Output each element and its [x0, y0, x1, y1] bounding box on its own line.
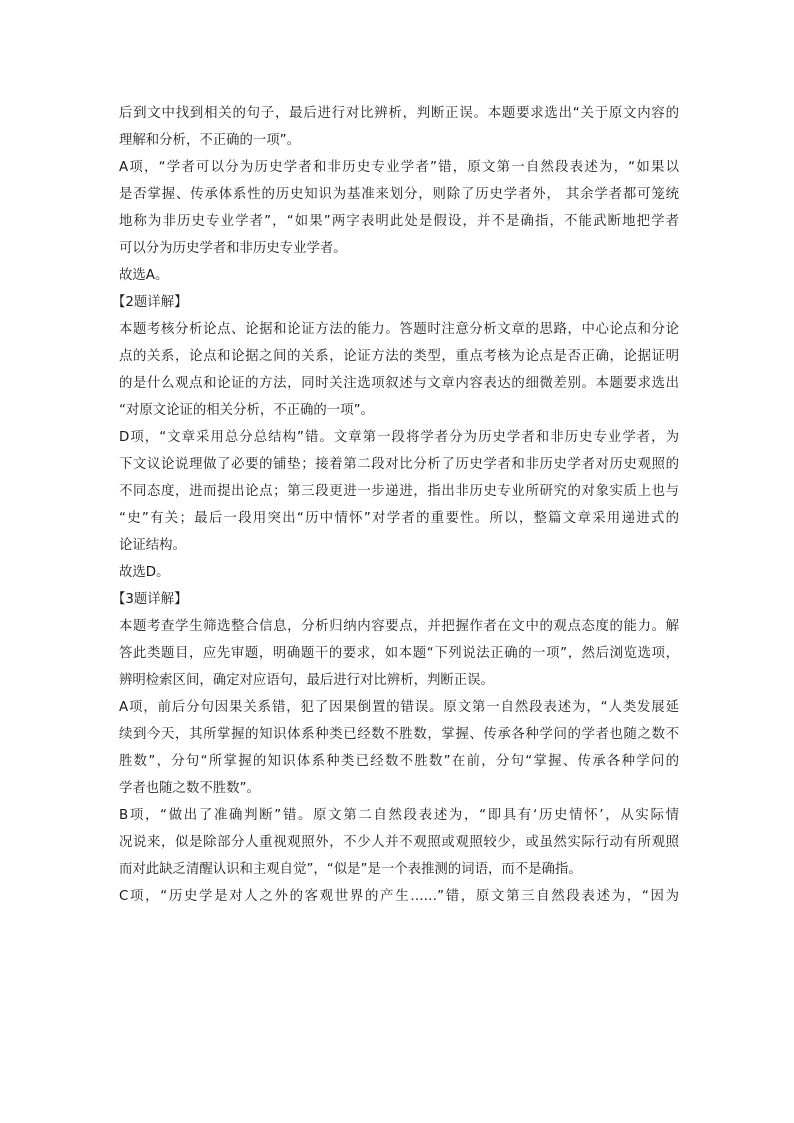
text-line: 故选D。	[119, 565, 170, 580]
text-line: “对原文论证的相关分析，不正确的一项”。	[119, 403, 374, 418]
text-line: 辨明检索区间，确定对应语句，最后进行对比辨析，判断正误。	[119, 673, 494, 688]
text-line: 下文议论说理做了必要的铺垫；接着第二段对比分析了历史学者和非历史学者对历史观照的	[119, 457, 679, 472]
text-line: 的是什么观点和论证的方法，同时关注选项叙述与文章内容表达的细微差别。本题要求选出	[119, 376, 679, 391]
text-line: 胜数”，分句“所掌握的知识体系种类已经数不胜数”在前，分句“掌握、传承各种学问的	[119, 754, 679, 769]
text-line: D项，“文章采用总分总结构”错。文章第一段将学者分为历史学者和非历史专业学者，为	[119, 430, 679, 445]
text-line: A项，“学者可以分为历史学者和非历史专业学者”错，原文第一自然段表述为，“如果以	[119, 160, 679, 175]
text-line: 而对此缺乏清醒认识和主观自觉”，“似是”是一个表推测的词语，而不是确指。	[119, 862, 582, 877]
text-line: 点的关系，论点和论据之间的关系，论证方法的类型，重点考核为论点是否正确，论据证明	[119, 349, 679, 364]
text-line: 地称为非历史专业学者”，“如果”两字表明此处是假设，并不是确指，不能武断地把学者	[119, 214, 679, 229]
text-line: 况说来，似是除部分人重视观照外，不少人并不观照或观照较少，或虽然实际行动有所观照	[119, 835, 679, 850]
text-line: 答此类题目，应先审题，明确题干的要求，如本题“下列说法正确的一项”，然后浏览选项，	[119, 646, 679, 661]
text-line: 不同态度，进而提出论点；第三段更进一步递进，指出非历史专业所研究的对象实质上也与	[119, 484, 679, 499]
text-line: 可以分为历史学者和非历史专业学者。	[119, 241, 347, 256]
text-line: 故选A。	[119, 268, 169, 283]
text-line: 本题考核分析论点、论据和论证方法的能力。答题时注意分析文章的思路，中心论点和分论	[119, 322, 679, 337]
text-line: 是否掌握、传承体系性的历史知识为基准来划分，则除了历史学者外， 其余学者都可笼统	[119, 187, 679, 202]
section-heading: 【3题详解】	[112, 592, 188, 607]
document-body	[112, 100, 679, 910]
text-line: A项，前后分句因果关系错，犯了因果倒置的错误。原文第一自然段表述为，“人类发展延	[119, 700, 679, 715]
text-line: “史”有关；最后一段用突出“历中情怀”对学者的重要性。所以，整篇文章采用递进式的	[119, 511, 679, 526]
text-line: 理解和分析，不正确的一项”。	[119, 133, 301, 148]
section-heading: 【2题详解】	[112, 295, 188, 310]
text-line: C项，“历史学是对人之外的客观世界的产生……”错，原文第三自然段表述为，“因为	[119, 889, 679, 904]
text-line: 学者也随之数不胜数”。	[119, 781, 260, 796]
text-line: 后到文中找到相关的句子，最后进行对比辨析，判断正误。本题要求选出“关于原文内容的	[119, 106, 679, 121]
text-line: B项，“做出了准确判断”错。原文第二自然段表述为，“即具有‘历史情怀’，从实际情	[119, 808, 679, 823]
text-line: 本题考查学生筛选整合信息，分析归纳内容要点，并把握作者在文中的观点态度的能力。解	[119, 619, 679, 634]
text-line: 论证结构。	[119, 538, 186, 553]
text-line: 续到今天，其所掌握的知识体系种类已经数不胜数，掌握、传承各种学问的学者也随之数不	[119, 727, 679, 742]
